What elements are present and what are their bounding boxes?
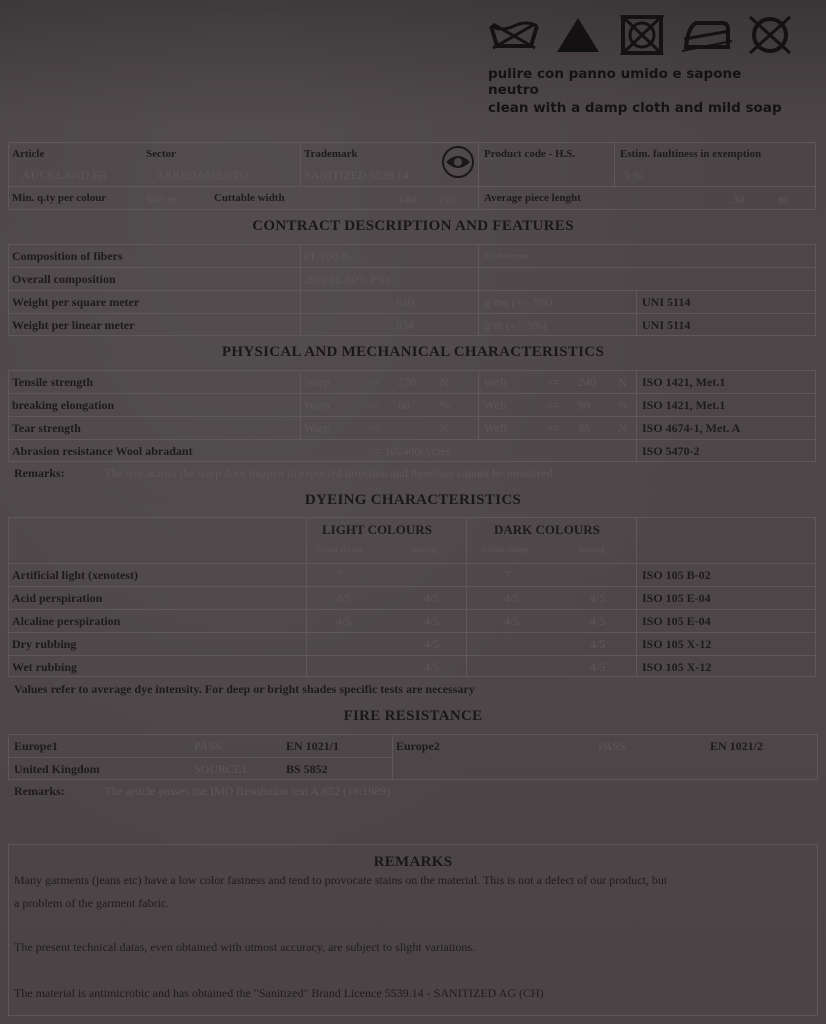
dark-change-value: 4/5 <box>504 614 520 628</box>
physical-row-standard: ISO 1421, Met.1 <box>642 375 726 389</box>
dark-colour-change-subheader: Colour change <box>482 545 529 554</box>
light-colour-change-subheader: Colour change <box>316 545 363 554</box>
europe1-standard: EN 1021/1 <box>286 739 340 753</box>
fire-remarks-label: Remarks: <box>14 784 65 798</box>
contract-row-standard: UNI 5114 <box>642 295 691 309</box>
light-change-value: 4/5 <box>336 614 352 628</box>
light-staining-value: 4/5 <box>424 660 440 674</box>
avg-piece-label: Average piece lenght <box>484 192 581 204</box>
weft-unit: % <box>618 398 628 412</box>
bleach-triangle-icon <box>550 14 606 56</box>
warp-unit: % <box>440 398 450 412</box>
light-staining-value: 4/5 <box>424 614 440 628</box>
avg-piece-value: 30 <box>732 192 744 206</box>
physical-row-standard: ISO 4674-1, Met. A <box>642 421 741 435</box>
dyeing-note: Values refer to average dye intensity. For deep or bright shades specific tests are necessary <box>14 682 475 696</box>
contract-row-value: PL 100 % <box>304 249 352 263</box>
dyeing-row-label: Acid perspiration <box>12 591 103 605</box>
remarks-line: Many garments (jeans etc) have a low color fastness and tend to provocate stains on the material. This is not a defect of our product, but <box>14 873 668 887</box>
care-icons <box>486 14 806 58</box>
article-label: Article <box>12 148 45 160</box>
abrasion-label: Abrasion resistance Wool abradant <box>12 444 193 458</box>
abrasion-value: >= 102400cycles <box>368 444 451 458</box>
light-staining-value: 4/5 <box>424 591 440 605</box>
care-text-italian: pulire con panno umido e sapone neutro <box>488 66 742 98</box>
warp-value: 270 <box>398 375 416 389</box>
care-text-english: clean with a damp cloth and mild soap <box>488 100 782 116</box>
warp-unit: N <box>440 421 449 435</box>
abrasion-standard: ISO 5470-2 <box>642 444 700 458</box>
cuttable-width-value: 140 <box>398 192 416 206</box>
contract-row-value: 20% PL 80% PVC <box>304 272 394 286</box>
contract-row-note: g/m (+/- 5%) <box>484 318 547 332</box>
light-colours-header: LIGHT COLOURS <box>322 522 432 537</box>
sector-label: Sector <box>146 148 176 160</box>
no-dry-clean-icon <box>742 14 798 56</box>
trademark-value: SANITIZED 5539.14 <box>304 168 409 182</box>
contract-row-value: 610 <box>396 295 414 309</box>
uk-standard: BS 5852 <box>286 762 328 776</box>
dark-staining-value: 4/5 <box>590 660 606 674</box>
warp-label: Warp <box>304 421 330 435</box>
fire-remarks-text: The article passes the IMO Resolution test A.652 (16:1989) <box>104 784 391 798</box>
dyeing-row-label: Wet rubbing <box>12 660 78 674</box>
light-change-value: 4/5 <box>336 591 352 605</box>
faultiness-label: Estim. faultiness in exemption <box>620 148 762 160</box>
faultiness-value: 5 % <box>624 168 643 182</box>
weft-value: 90 <box>578 398 590 412</box>
warp-operator: <= <box>366 398 380 412</box>
cuttable-width-label: Cuttable width <box>214 192 285 204</box>
min-qty-value: 500 m <box>146 192 177 206</box>
physical-row-label: Tear strength <box>12 421 81 435</box>
weft-label: Weft <box>484 421 508 435</box>
dark-colours-header: DARK COLOURS <box>494 522 600 537</box>
dyeing-row-label: Alcaline perspiration <box>12 614 121 628</box>
weft-label: Weft <box>484 398 508 412</box>
light-change-value: 7 <box>336 568 342 582</box>
weft-unit: N <box>618 375 627 389</box>
care-instructions <box>480 6 826 136</box>
sector-value: ARREDAMENTO <box>156 168 248 182</box>
contract-row-label: Composition of fibers <box>12 249 123 263</box>
physical-row-standard: ISO 1421, Met.1 <box>642 398 726 412</box>
warp-label: Warp <box>304 398 330 412</box>
no-tumble-dry-icon <box>614 14 670 56</box>
cuttable-width-unit: cm <box>440 192 455 206</box>
product-code-label: Product code - H.S. <box>484 148 576 160</box>
weft-operator: >= <box>546 421 560 435</box>
dyeing-row-label: Artificial light (xenotest) <box>12 568 138 582</box>
contract-row-label: Overall composition <box>12 272 116 286</box>
warp-operator: >= <box>366 421 380 435</box>
warp-value: 60 <box>398 398 410 412</box>
dyeing-row-label: Dry rubbing <box>12 637 77 651</box>
europe2-standard: EN 1021/2 <box>710 739 764 753</box>
remarks-line: a problem of the garment fabric. <box>14 896 170 910</box>
light-staining-value: 4/5 <box>424 637 440 651</box>
contract-row-note: g/mq (+/- 5%) <box>484 295 553 309</box>
physical-remarks-text: The tear across the warp does happen in expected direction and therefore cannot be measured <box>104 466 553 480</box>
article-value: AUCKLAND FR <box>22 168 108 182</box>
contract-row-note: PL=Poliestere <box>484 252 530 261</box>
contract-row-value: 854 <box>396 318 414 332</box>
dark-change-value: 4/5 <box>504 591 520 605</box>
avg-piece-unit: m <box>778 192 788 206</box>
contract-heading: CONTRACT DESCRIPTION AND FEATURES <box>252 218 574 234</box>
dark-staining-value: 4/5 <box>590 591 606 605</box>
dyeing-row-standard: ISO 105 B-02 <box>642 568 711 582</box>
physical-row-label: Tensile strength <box>12 375 94 389</box>
min-qty-label: Min. q.ty per colour <box>12 192 107 204</box>
weft-value: 240 <box>578 375 596 389</box>
remarks-line: The material is antimicrobic and has obtained the "Sanitized" Brand Licence 5539.14 - SANITIZED AG (CH) <box>14 986 544 1000</box>
iron-icon <box>678 14 734 56</box>
weft-operator: >= <box>546 375 560 389</box>
warp-unit: N <box>440 375 449 389</box>
dark-staining-subheader: Staining <box>578 545 605 554</box>
no-wash-icon <box>486 14 542 56</box>
contract-row-label: Weight per linear meter <box>12 318 135 332</box>
europe2-label: Europe2 <box>396 739 440 753</box>
trademark-label: Trademark <box>304 148 358 160</box>
remarks-heading: REMARKS <box>373 854 453 870</box>
warp-label: Warp <box>304 375 330 389</box>
dyeing-row-standard: ISO 105 X-12 <box>642 660 712 674</box>
dyeing-heading: DYEING CHARACTERISTICS <box>304 492 522 508</box>
dark-staining-value: 4/5 <box>590 614 606 628</box>
europe2-result: PASS <box>598 739 626 753</box>
dyeing-row-standard: ISO 105 E-04 <box>642 614 711 628</box>
physical-remarks-label: Remarks: <box>14 466 65 480</box>
weft-operator: <= <box>546 398 560 412</box>
europe1-result: PASS <box>194 739 222 753</box>
warp-operator: >= <box>366 375 380 389</box>
dark-staining-value: 4/5 <box>590 637 606 651</box>
light-staining-subheader: Staining <box>410 545 437 554</box>
europe1-label: Europe1 <box>14 739 58 753</box>
dyeing-row-standard: ISO 105 X-12 <box>642 637 712 651</box>
contract-row-standard: UNI 5114 <box>642 318 691 332</box>
physical-row-label: breaking elongation <box>12 398 115 412</box>
dark-change-value: 7 <box>504 568 510 582</box>
uk-result: SOURCE1 <box>194 762 248 776</box>
fire-heading: FIRE RESISTANCE <box>343 708 483 724</box>
sanitized-logo <box>440 144 476 180</box>
contract-row-label: Weight per square meter <box>12 295 140 309</box>
weft-value: 95 <box>578 421 590 435</box>
physical-heading: PHYSICAL AND MECHANICAL CHARACTERISTICS <box>221 344 605 360</box>
weft-unit: N <box>618 421 627 435</box>
dyeing-row-standard: ISO 105 E-04 <box>642 591 711 605</box>
weft-label: Weft <box>484 375 508 389</box>
remarks-line: The present technical datas, even obtained with utmost accuracy, are subject to slight variations. <box>14 940 476 954</box>
uk-label: United Kingdom <box>14 762 100 776</box>
